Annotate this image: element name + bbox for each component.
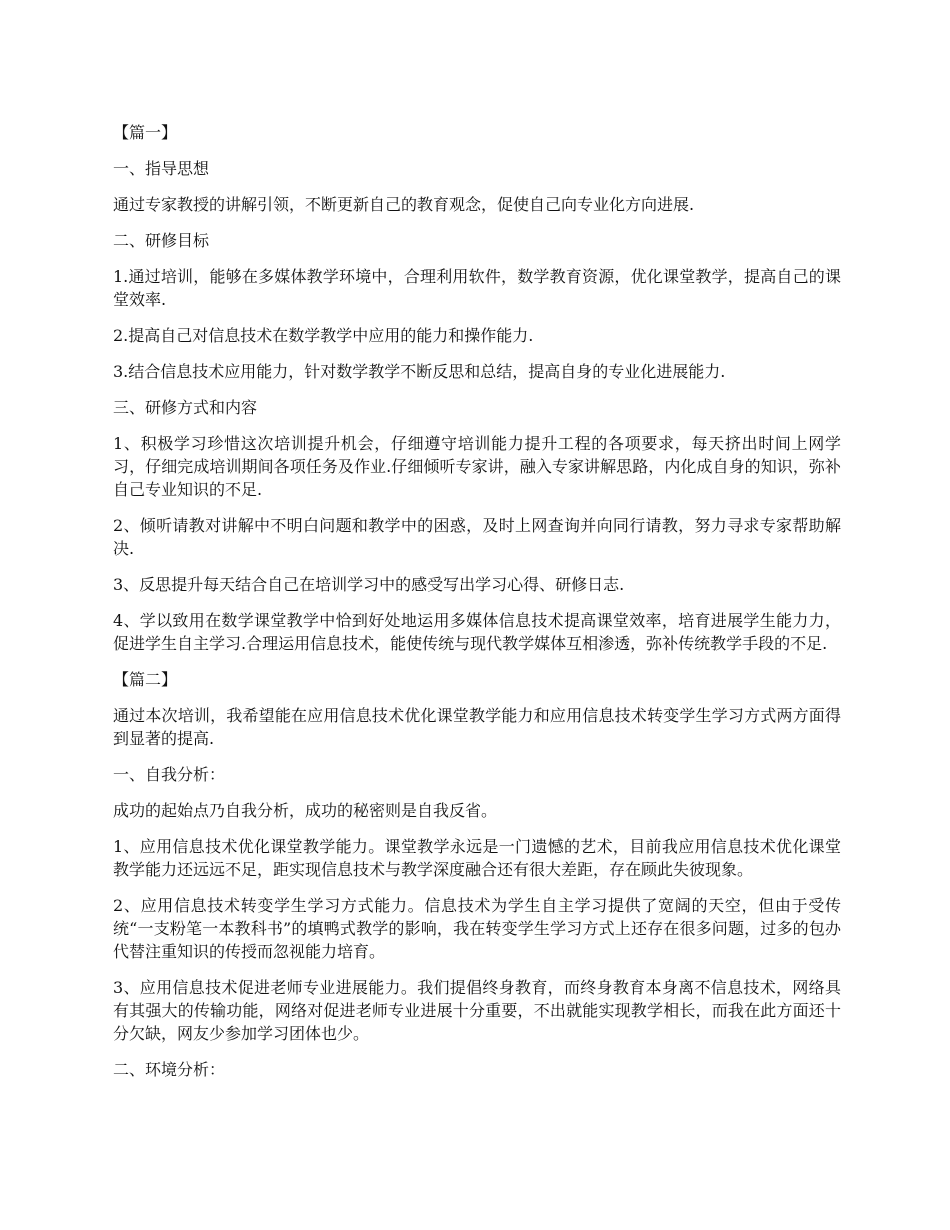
paragraph: 2、倾听请教对讲解中不明白问题和教学中的困惑，及时上网查询并向同行请教，努力寻求专家帮助解决. <box>113 516 841 558</box>
subheading: 三、研修方式和内容 <box>113 398 258 417</box>
paragraph: 3.结合信息技术应用能力，针对数学教学不断反思和总结，提高自身的专业化进展能力. <box>113 362 726 381</box>
subheading: 一、指导思想 <box>113 159 210 178</box>
paragraph: 2、应用信息技术转变学生学习方式能力。信息技术为学生自主学习提供了宽阔的天空，但由于受传统“一支粉笔一本教科书”的填鸭式教学的影响，我在转变学生学习方式上还存在很多问题，过多的包办代替注重知识的传授而忽视能力培育。 <box>113 896 841 961</box>
subheading: 二、环境分析： <box>113 1060 226 1079</box>
section-heading: 【篇二】 <box>113 670 178 689</box>
subheading: 二、研修目标 <box>113 231 210 250</box>
paragraph: 1.通过培训，能够在多媒体教学环境中，合理利用软件，数学教育资源，优化课堂教学，提高自己的课堂效率. <box>113 267 841 309</box>
paragraph: 3、应用信息技术促进老师专业进展能力。我们提倡终身教育，而终身教育本身离不信息技术，网络具有其强大的传输功能，网络对促进老师专业进展十分重要，不出就能实现教学相长，而我在此方面还十分欠缺，网友少参加学习团体也少。 <box>113 978 841 1043</box>
section-heading: 【篇一】 <box>113 123 178 142</box>
paragraph: 4、学以致用在数学课堂教学中恰到好处地运用多媒体信息技术提高课堂效率，培育进展学生能力力，促进学生自主学习.合理运用信息技术，能使传统与现代教学媒体互相渗透，弥补传统教学手段的不足. <box>113 611 841 653</box>
paragraph: 通过本次培训，我希望能在应用信息技术优化课堂教学能力和应用信息技术转变学生学习方式两方面得到显著的提高. <box>113 706 841 748</box>
paragraph: 2.提高自己对信息技术在数学教学中应用的能力和操作能力. <box>113 326 534 345</box>
paragraph: 1、积极学习珍惜这次培训提升机会，仔细遵守培训能力提升工程的各项要求，每天挤出时间上网学习，仔细完成培训期间各项任务及作业.仔细倾听专家讲，融入专家讲解思路，内化成自身的知识，弥补自己专业知识的不足. <box>113 434 841 499</box>
subheading: 一、自我分析： <box>113 765 226 784</box>
paragraph: 1、应用信息技术优化课堂教学能力。课堂教学永远是一门遗憾的艺术，目前我应用信息技术优化课堂教学能力还远远不足，距实现信息技术与教学深度融合还有很大差距，存在顾此失彼现象。 <box>113 837 841 879</box>
document-page <box>113 121 841 1094</box>
paragraph: 3、反思提升每天结合自己在培训学习中的感受写出学习心得、研修日志. <box>113 575 625 594</box>
paragraph: 通过专家教授的讲解引领，不断更新自己的教育观念，促使自己向专业化方向进展. <box>113 195 695 214</box>
paragraph: 成功的起始点乃自我分析，成功的秘密则是自我反省。 <box>113 801 498 820</box>
